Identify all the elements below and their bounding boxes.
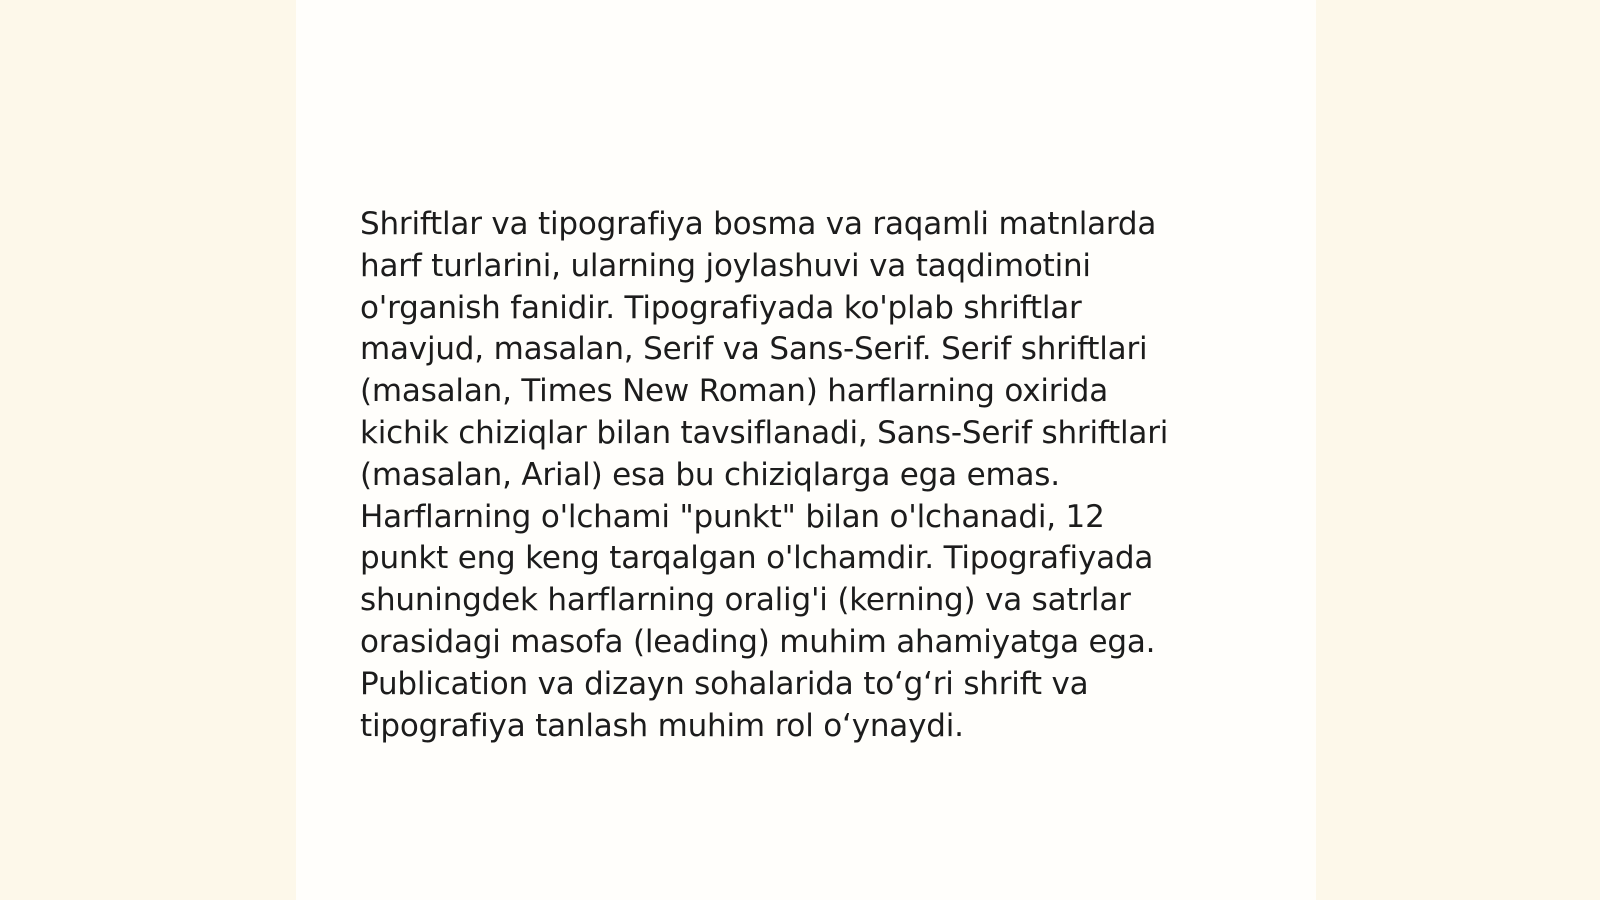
- text-line: kichik chiziqlar bilan tavsiflanadi, Sans-Serif shriftlari: [360, 414, 1169, 451]
- document-page: [296, 0, 1316, 900]
- text-line: Harflarning o'lchami "punkt" bilan o'lchanadi, 12: [360, 498, 1105, 535]
- text-line: o'rganish fanidir. Tipografiyada ko'plab shriftlar: [360, 289, 1082, 326]
- text-line: mavjud, masalan, Serif va Sans-Serif. Serif shriftlari: [360, 331, 1148, 368]
- text-line: harf turlarini, ularning joylashuvi va taqdimotini: [360, 247, 1091, 284]
- body-paragraph: [360, 204, 1240, 747]
- text-line: orasidagi masofa (leading) muhim ahamiyatga ega.: [360, 623, 1156, 660]
- text-line: (masalan, Arial) esa bu chiziqlarga ega emas.: [360, 456, 1060, 493]
- text-line: (masalan, Times New Roman) harflarning oxirida: [360, 373, 1108, 410]
- text-line: shuningdek harflarning oralig'i (kerning) va satrlar: [360, 582, 1131, 619]
- text-line: Shriftlar va tipografiya bosma va raqamli matnlarda: [360, 206, 1157, 242]
- text-line: punkt eng keng tarqalgan o'lchamdir. Tipografiyada: [360, 540, 1154, 577]
- text-line: tipografiya tanlash muhim rol o‘ynaydi.: [360, 707, 964, 744]
- text-line: Publication va dizayn sohalarida to‘g‘ri shrift va: [360, 665, 1089, 702]
